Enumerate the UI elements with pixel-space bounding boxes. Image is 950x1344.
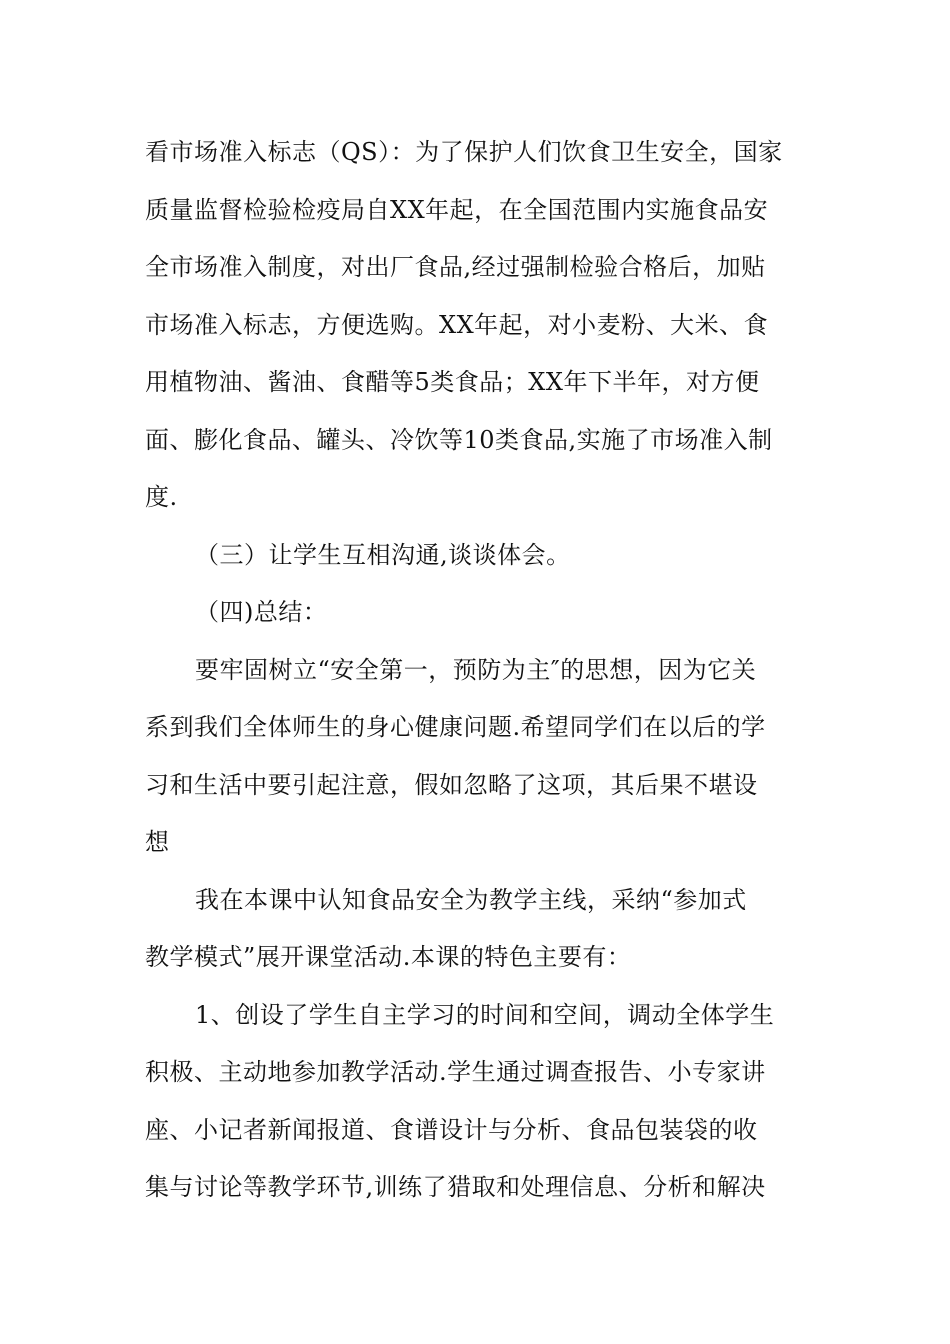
text-line: 习和生活中要引起注意，假如忽略了这项，其后果不堪设 [145,770,758,799]
section-heading: （四)总结： [195,598,328,626]
text-line: 全市场准入制度，对出厂食品,经过强制检验合格后，加贴 [145,253,766,281]
text-line: 要牢固树立“安全第一，预防为主″的思想，因为它关 [195,655,757,684]
document-body [145,124,807,1217]
text-line: 教学模式”展开课堂活动.本课的特色主要有： [145,943,632,971]
text-line: 座、小记者新闻报道、食谱设计与分析、食品包装袋的收 [145,1115,758,1144]
text-line: 看市场准入标志（QS）：为了保护人们饮食卫生安全，国家 [145,138,783,166]
text-line: 市场准入标志，方便选购。XX年起，对小麦粉、大米、食 [145,310,769,339]
section-heading: （三）让学生互相沟通,谈谈体会。 [195,540,571,569]
text-line: 集与讨论等教学环节,训练了猎取和处理信息、分析和解决 [145,1173,766,1201]
text-line: 度. [145,483,178,511]
text-line: 系到我们全体师生的身心健康问题.希望同学们在以后的学 [145,713,766,741]
list-item: 1、创设了学生自主学习的时间和空间，调动全体学生 [195,1000,775,1029]
text-line: 面、膨化食品、罐头、冷饮等10类食品,实施了市场准入制 [145,425,773,454]
text-line: 用植物油、酱油、食醋等5类食品；XX年下半年，对方便 [145,368,760,396]
text-line: 质量监督检验检疫局自XX年起，在全国范围内实施食品安 [145,195,769,224]
text-line: 积极、主动地参加教学活动.学生通过调查报告、小专家讲 [145,1058,766,1086]
text-line: 想 [145,828,170,856]
text-line: 我在本课中认知食品安全为教学主线，采纳“参加式 [195,885,747,914]
